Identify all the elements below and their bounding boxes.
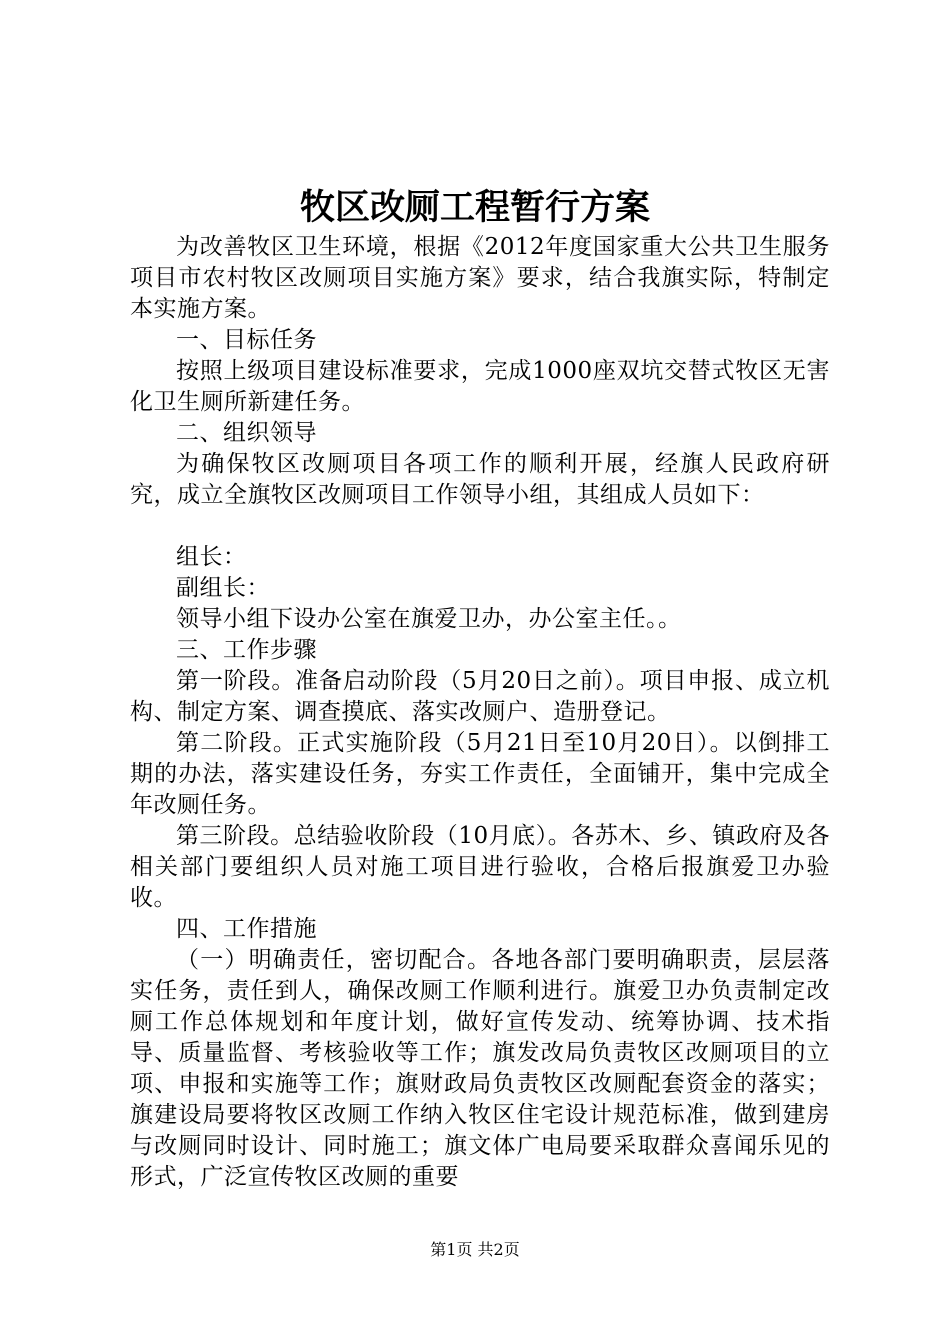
stage-three-paragraph: 第三阶段。总结验收阶段（10月底）。各苏木、乡、镇政府及各相关部门要组织人员对施工项目进行验收，合格后报旗爱卫办验收。: [130, 823, 830, 911]
goals-paragraph: 按照上级项目建设标准要求，完成1000座双坑交替式牧区无害化卫生厕所新建任务。: [130, 358, 830, 415]
document-body: [130, 232, 830, 1193]
section-heading-organization: 二、组织领导: [176, 420, 317, 446]
section-heading-steps: 三、工作步骤: [176, 637, 317, 663]
section-heading-goals: 一、目标任务: [176, 327, 317, 353]
section-heading-measures: 四、工作措施: [176, 916, 317, 942]
page-footer: 第1页 共2页: [430, 1240, 520, 1259]
intro-paragraph: 为改善牧区卫生环境，根据《2012年度国家重大公共卫生服务项目市农村牧区改厕项目实施方案》要求，结合我旗实际，特制定本实施方案。: [130, 234, 830, 322]
organization-paragraph: 为确保牧区改厕项目各项工作的顺利开展，经旗人民政府研究，成立全旗牧区改厕项目工作领导小组，其组成人员如下：: [130, 451, 830, 508]
stage-one-paragraph: 第一阶段。准备启动阶段（5月20日之前）。项目申报、成立机构、制定方案、调查摸底、落实改厕户、造册登记。: [130, 668, 830, 725]
leader-line: 组长：: [176, 544, 247, 570]
blank-line: [130, 511, 830, 542]
document-title: 牧区改厕工程暂行方案: [299, 187, 650, 228]
office-paragraph: 领导小组下设办公室在旗爱卫办，办公室主任。。: [176, 606, 682, 632]
stage-two-paragraph: 第二阶段。正式实施阶段（5月21日至10月20日）。以倒排工期的办法，落实建设任务，夯实工作责任，全面铺开，集中完成全年改厕任务。: [130, 730, 830, 818]
measure-one-paragraph: （一）明确责任，密切配合。各地各部门要明确职责，层层落实任务，责任到人，确保改厕工作顺利进行。旗爱卫办负责制定改厕工作总体规划和年度计划，做好宣传发动、统筹协调、技术指导、质量监督、考核验收等工作；旗发改局负责牧区改厕项目的立项、申报和实施等工作；旗财政局负责牧区改厕配套资金的落实；旗建设局要将牧区改厕工作纳入牧区住宅设计规范标准，做到建房与改厕同时设计、同时施工；旗文体广电局要采取群众喜闻乐见的形式，广泛宣传牧区改厕的重要: [130, 947, 830, 1190]
deputy-leader-line: 副组长：: [176, 575, 270, 601]
